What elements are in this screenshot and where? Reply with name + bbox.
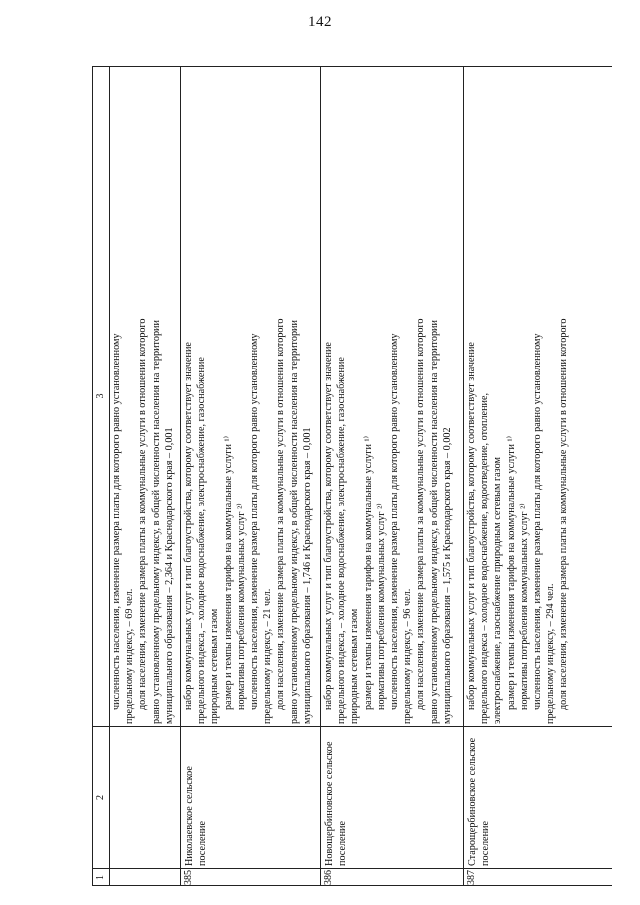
row-description bbox=[463, 72, 571, 724]
header-col-3: 3 bbox=[95, 393, 106, 399]
column-border bbox=[92, 885, 612, 886]
settlement-name: Старощербиновское сельское поселение bbox=[467, 737, 491, 866]
desc-line: природным сетевым газом bbox=[349, 608, 361, 724]
desc-line: численность населения, изменение размера платы для которого равно установленному bbox=[249, 333, 261, 710]
desc-line: доля населения, изменение размера платы за коммунальные услуги в отношении которого bbox=[275, 318, 287, 710]
desc-line: предельного индекса, – холодное водоснабжение, электроснабжение, газоснабжение bbox=[196, 357, 208, 724]
settlement-name: Новощербиновское сельское поселение bbox=[324, 741, 348, 866]
settlement-name: Николаевское сельское поселение bbox=[184, 766, 208, 866]
desc-line: предельного индекса, – холодное водоснабжение, электроснабжение, газоснабжение bbox=[336, 357, 348, 724]
desc-line: предельному индексу, – 21 чел. bbox=[262, 588, 274, 724]
desc-line: электроснабжение, газоснабжение природным сетевым газом bbox=[492, 457, 504, 724]
header-col-2: 2 bbox=[95, 795, 106, 800]
data-table bbox=[92, 66, 612, 886]
desc-line: доля населения, изменение размера платы за коммунальные услуги в отношении которого bbox=[558, 318, 570, 710]
desc-line: набор коммунальных услуг и тип благоустройства, которому соответствует значение bbox=[183, 342, 194, 710]
table-row bbox=[463, 66, 612, 886]
desc-line: численность населения, изменение размера платы для которого равно установленному bbox=[389, 333, 401, 710]
row-number: 386 bbox=[323, 870, 334, 885]
desc-line: численность населения, изменение размера платы для которого равно установленному bbox=[111, 333, 122, 710]
desc-line: равно установленному предельному индексу, в общей численности населения на территории bbox=[150, 320, 162, 724]
row-description bbox=[108, 72, 176, 724]
row-number: 387 bbox=[466, 870, 477, 885]
row-number: 385 bbox=[183, 870, 194, 885]
desc-line: равно установленному предельному индексу, в общей численности населения на территории bbox=[428, 320, 440, 724]
desc-line: нормативы потребления коммунальных услуг ²⁾ bbox=[235, 503, 247, 710]
column-border bbox=[92, 726, 612, 727]
row-description bbox=[180, 72, 314, 724]
desc-line: доля населения, изменение размера платы за коммунальные услуги в отношении которого bbox=[137, 318, 149, 710]
row-number bbox=[108, 869, 111, 886]
desc-line: набор коммунальных услуг и тип благоустройства, которому соответствует значение bbox=[466, 342, 477, 710]
desc-line: набор коммунальных услуг и тип благоустройства, которому соответствует значение bbox=[323, 342, 334, 710]
desc-line: нормативы потребления коммунальных услуг ²⁾ bbox=[375, 503, 387, 710]
desc-line: размер и темпы изменения тарифов на коммунальные услуги ¹⁾ bbox=[222, 436, 234, 710]
table-row bbox=[108, 66, 181, 886]
desc-line: нормативы потребления коммунальных услуг ²⁾ bbox=[518, 503, 530, 710]
settlement-name bbox=[108, 731, 111, 866]
desc-line: размер и темпы изменения тарифов на коммунальные услуги ¹⁾ bbox=[362, 436, 374, 710]
desc-line: предельному индексу, – 294 чел. bbox=[545, 583, 557, 724]
desc-line: размер и темпы изменения тарифов на коммунальные услуги ¹⁾ bbox=[505, 436, 517, 710]
column-border bbox=[92, 868, 612, 869]
table-row bbox=[320, 66, 464, 886]
page-number: 142 bbox=[308, 14, 332, 30]
desc-line: предельному индексу, – 96 чел. bbox=[402, 588, 414, 724]
row-description bbox=[320, 72, 454, 724]
desc-line: предельному индексу, – 69 чел. bbox=[124, 588, 136, 724]
header-col-1: 1 bbox=[95, 875, 106, 880]
rotated-table bbox=[92, 66, 612, 886]
desc-line: муниципального образования – 2,364 и Краснодарского края – 0,001 bbox=[163, 427, 175, 724]
desc-line: предельного индекса – холодное водоснабжение, водоотведение, отопление, bbox=[479, 392, 491, 724]
desc-line: равно установленному предельному индексу, в общей численности населения на территории bbox=[288, 320, 300, 724]
desc-line: природным сетевым газом bbox=[209, 608, 221, 724]
desc-line: муниципального образования – 1,575 и Краснодарского края – 0,002 bbox=[441, 427, 453, 724]
table-row bbox=[180, 66, 321, 886]
column-border bbox=[92, 66, 612, 67]
desc-line: доля населения, изменение размера платы за коммунальные услуги в отношении которого bbox=[415, 318, 427, 710]
desc-line: муниципального образования – 1,746 и Краснодарского края – 0,001 bbox=[301, 427, 313, 724]
desc-line: численность населения, изменение размера платы для которого равно установленному bbox=[532, 333, 544, 710]
